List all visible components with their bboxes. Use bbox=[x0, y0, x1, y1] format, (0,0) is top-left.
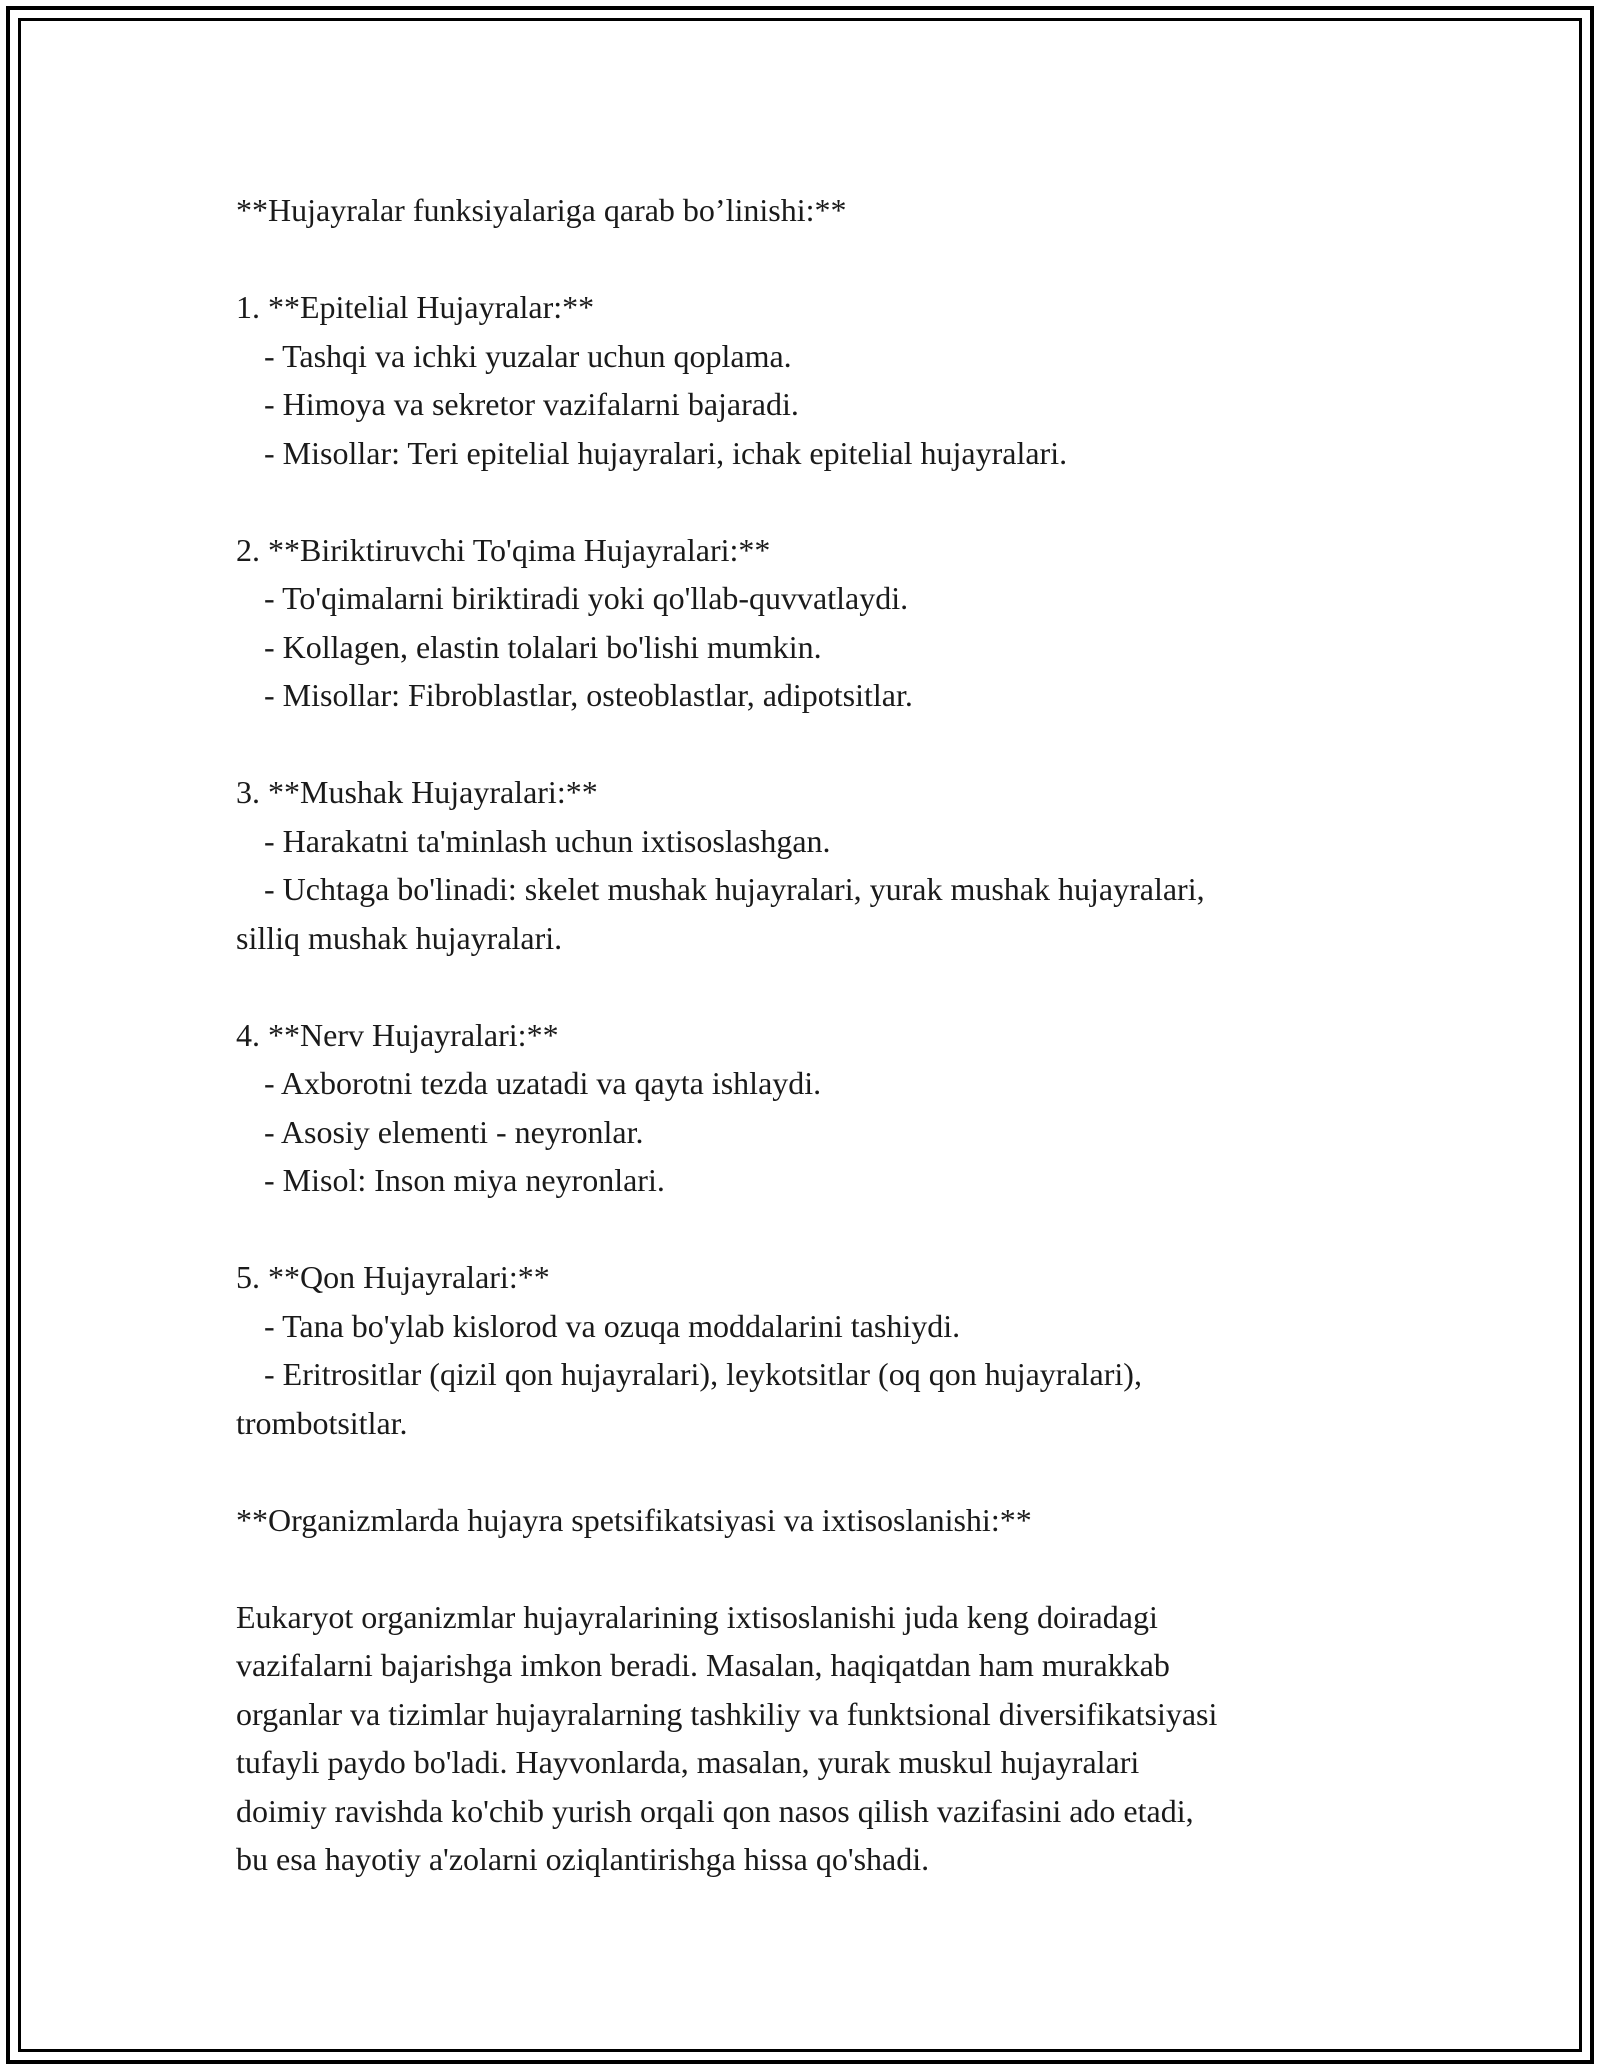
list-item: - Misollar: Fibroblastlar, osteoblastlar, adipotsitlar. bbox=[264, 677, 913, 713]
paragraph-line: vazifalarni bajarishga imkon beradi. Masalan, haqiqatdan ham murakkab bbox=[236, 1647, 1170, 1683]
list-item: - Harakatni ta'minlash uchun ixtisoslashgan. bbox=[264, 822, 831, 859]
blank-line bbox=[236, 1205, 1386, 1254]
list-item: - Uchtaga bo'linadi: skelet mushak hujayralari, yurak mushak hujayralari, bbox=[264, 871, 1205, 907]
list-item: - Axborotni tezda uzatadi va qayta ishlaydi. bbox=[264, 1065, 822, 1101]
heading-specialization: **Organizmlarda hujayra spetsifikatsiyasi va ixtisoslanishi:** bbox=[236, 1501, 1032, 1538]
document-body bbox=[236, 186, 1386, 1884]
paragraph-line: Eukaryot organizmlar hujayralarining ixtisoslanishi juda keng doiradagi bbox=[236, 1598, 1158, 1635]
list-item: - To'qimalarni biriktiradi yoki qo'llab-quvvatlaydi. bbox=[264, 580, 909, 616]
paragraph-line: doimiy ravishda ko'chib yurish orqali qon nasos qilish vazifasini ado etadi, bbox=[236, 1792, 1194, 1829]
list-item-continuation: trombotsitlar. bbox=[236, 1404, 408, 1441]
blank-line bbox=[236, 720, 1386, 769]
paragraph-line: tufayli paydo bo'ladi. Hayvonlarda, masalan, yurak muskul hujayralari bbox=[236, 1744, 1140, 1780]
blank-line bbox=[236, 477, 1386, 526]
list-item: - Asosiy elementi - neyronlar. bbox=[264, 1113, 644, 1150]
blank-line bbox=[236, 1447, 1386, 1496]
list-item: - Kollagen, elastin tolalari bo'lishi mumkin. bbox=[264, 628, 822, 665]
list-item: - Himoya va sekretor vazifalarni bajaradi. bbox=[264, 386, 799, 422]
blank-line bbox=[236, 1544, 1386, 1593]
blank-line bbox=[236, 962, 1386, 1011]
list-item: - Eritrositlar (qizil qon hujayralari), leykotsitlar (oq qon hujayralari), bbox=[264, 1356, 1142, 1392]
list-item-continuation: silliq mushak hujayralari. bbox=[236, 919, 563, 956]
list-item: - Misol: Inson miya neyronlari. bbox=[264, 1162, 665, 1198]
paragraph-line: bu esa hayotiy a'zolarni oziqlantirishga hissa qo'shadi. bbox=[236, 1841, 930, 1877]
heading-functions: **Hujayralar funksiyalariga qarab bo’linishi:** bbox=[236, 192, 847, 228]
list-item: - Tana bo'ylab kislorod va ozuqa moddalarini tashiydi. bbox=[264, 1307, 961, 1344]
list-item: - Misollar: Teri epitelial hujayralari, ichak epitelial hujayralari. bbox=[264, 434, 1068, 471]
list-item: - Tashqi va ichki yuzalar uchun qoplama. bbox=[264, 337, 792, 374]
section-title-epithelial: 1. **Epitelial Hujayralar:** bbox=[236, 289, 595, 325]
blank-line bbox=[236, 235, 1386, 284]
section-title-blood: 5. **Qon Hujayralari:** bbox=[236, 1259, 550, 1295]
section-title-muscle: 3. **Mushak Hujayralari:** bbox=[236, 774, 598, 810]
section-title-connective: 2. **Biriktiruvchi To'qima Hujayralari:** bbox=[236, 531, 771, 568]
paragraph-line: organlar va tizimlar hujayralarning tashkiliy va funktsional diversifikatsiyasi bbox=[236, 1695, 1218, 1732]
section-title-nerve: 4. **Nerv Hujayralari:** bbox=[236, 1016, 559, 1053]
